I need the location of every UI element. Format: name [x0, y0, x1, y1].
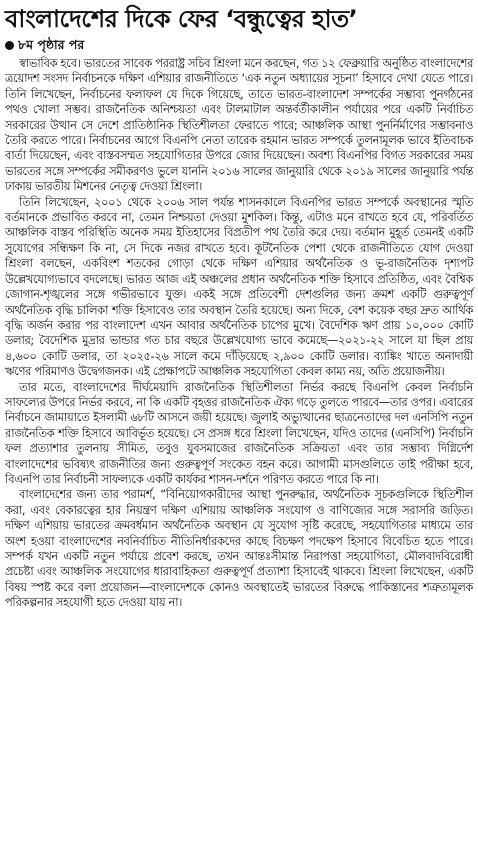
article-paragraph: স্বাভাবিক হবে। ভারতের সাবেক পররাষ্ট্র সচিব শ্রিংলা মনে করছেন, গত ১২ ফেব্রুয়ারি অনুষ্ঠিত বাংলাদেশের ত্রয়োদশ সংসদ নির্বাচনকে দক্ষিণ এশিয়ার রাজনীতিতে ‘এক নতুন অধ্যায়ের সূচনা’ হিসাবে দেখা যেতে পারে। তিনি লিখেছেন, নির্বাচনের ফলাফল যে দিকে গিয়েছে, তাতে ভারত-বাংলাদেশ সম্পর্কের সম্ভাব্য পুনর্গঠনের পথও খোলা সম্ভব। রাজনৈতিক অনিশ্চয়তা এবং টালমাটাল অন্তর্বর্তীকালীন পর্যায়ের পরে একটি নির্বাচিত সরকারের উত্থান সে দেশে প্রাতিষ্ঠানিক স্থিতিশীলতা ফেরাতে পারে; আঞ্চলিক আস্থা পুনর্নির্মাণের সম্ভাবনাও তৈরি করতে পারে। নির্বাচনের আগে বিএনপি নেতা তারেক রহমান ভারত সম্পর্কে তুলনামূলক ভাবে ইতিবাচক বার্তা দিয়েছেন, এবং বাস্তবসম্মত সহযোগিতার উপরে জোর দিয়েছেন। অবশ্য বিএনপির বিগত সরকারের সময় ভারতের সঙ্গে সম্পর্কের সমীকরণও ভুলে যাননি ২০১৬ সালের জানুয়ারি থেকে ২০১৯ সালের জানুয়ারি পর্যন্ত ঢাকায় ভারতীয় মিশনের নেতৃত্ব দেওয়া শ্রিংলা।: [5, 56, 473, 194]
article-paragraph: তার মতে, বাংলাদেশের দীর্ঘমেয়াদি রাজনৈতিক স্থিতিশীলতা নির্ভর করছে বিএনপি কেবল নির্বাচনি সাফল্যের উপরে নির্ভর করবে, না কি একটি বৃহত্তর রাজনৈতিক ঐক্য গড়ে তুলতে পারবে—তার ওপর। এবারের নির্বাচনে জামায়াতে ইসলামী ৬৮টি আসনে জয়ী হয়েছে। জুলাই অভ্যুত্থানের ছাত্রনেতাদের দল এনসিপি নতুন রাজনৈতিক শক্তি হিসাবে আবির্ভূত হয়েছে। সে প্রসঙ্গ ধরে শ্রিংলা লিখেছেন, যদিও তাদের (এনসিপি) নির্বাচনি ফল প্রত্যাশার তুলনায় সীমিত, তবুও যুবসমাজের রাজনৈতিক সক্রিয়তা এবং তার সম্ভাব্য দিগ্নির্দেশ বাংলাদেশের ভবিষ্যৎ রাজনীতির জন্য গুরুত্বপূর্ণ সংকেত বহন করে। আগামী মাসগুলিতে তাই পরীক্ষা হবে, বিএনপি তার নির্বাচনী সাফল্যকে একটি কার্যকর শাসন-দর্শনে পরিণত করতে পারে কি না।: [5, 379, 473, 486]
continued-from-label: ৮ম পৃষ্ঠার পর: [18, 37, 85, 52]
bullet-icon: [5, 41, 14, 50]
article-paragraph: তিনি লিখেছেন, ২০০১ থেকে ২০০৬ সাল পর্যন্ত শাসনকালে বিএনপির ভারত সম্পর্কে অবস্থানের স্মৃতি বর্তমানকে প্রভাবিত করবে না, তেমন নিশ্চয়তা দেওয়া মুশকিল। কিন্তু, এটাও মনে রাখতে হবে যে, পরিবর্তিত আঞ্চলিক বাস্তব পরিস্থিতি অনেক সময় ইতিহাসের বিপ্রতীপ পথ তৈরি করে দেয়। বর্তমান মুহূর্ত তেমনই একটি সুযোগের সন্ধিক্ষণ কি না, সে দিকে নজর রাখতে হবে। কূটনৈতিক পেশা থেকে রাজনীতিতে যোগ দেওয়া শ্রিংলা বলছেন, একবিংশ শতকের গোড়া থেকে দক্ষিণ এশিয়ার অর্থনৈতিক ও ভূ-রাজনৈতিক দৃশ্যপট উল্লেখযোগ্যভাবে বদলেছে। ভারত আজ এই অঞ্চলের প্রধান অর্থনৈতিক শক্তি হিসাবে প্রতিষ্ঠিত, এবং বৈশ্বিক জোগান-শৃঙ্খলের সঙ্গে গভীরভাবে যুক্ত। একই সঙ্গে প্রতিবেশী দেশগুলির জন্য ক্রমশ একটি গুরুত্বপূর্ণ অর্থনৈতিক বৃদ্ধি চালিকা শক্তি হিসাবেও তার অবস্থান তৈরি হয়েছে। অন্য দিকে, বেশ কয়েক বছর দ্রুত আর্থিক বৃদ্ধি অর্জন করার পর বাংলাদেশ এখন আবার অর্থনৈতিক চাপের মুখে। বৈদেশিক ঋণ প্রায় ১০,০০০ কোটি ডলার; বৈদেশিক মুদ্রার ভান্ডার গত চার বছরে উল্লেখযোগ্য ভাবে কমেছে—২০২১-২২ সালে যা ছিল প্রায় ৪,৬০০ কোটি ডলার, তা ২০২৫-২৬ সালে কমে দাঁড়িয়েছে ২,৯০০ কোটি ডলার। ব্যাঙ্কিং খাতে অনাদায়ী ঋণের পরিমাণও উদ্বেগজনক। এই প্রেক্ষাপটে আঞ্চলিক সহযোগিতা কেবল কাম্য নয়, অতি প্রয়োজনীয়।: [5, 194, 473, 379]
continued-from-line: [5, 36, 473, 54]
article-paragraph: বাংলাদেশের জন্য তার পরামর্শ, “বিনিয়োগকারীদের আস্থা পুনরুদ্ধার, অর্থনৈতিক সূচকগুলিকে স্থিতিশীল করা, এবং বেকারত্বের হার নিয়ন্ত্রণ দক্ষিণ এশিয়ায় আঞ্চলিক সংযোগ ও বাণিজ্যের সঙ্গে সরাসরি জড়িত। দক্ষিণ এশিয়ায় ভারতের ক্রমবর্ধমান অর্থনৈতিক অবস্থান যে সুযোগ সৃষ্টি করেছে, সহযোগিতার মাধ্যমে তার অংশ হওয়া বাংলাদেশের নবনির্বাচিত নীতিনির্ধারকদের কাছে বিচক্ষণ পদক্ষেপ হিসাবে বিবেচিত হতে পারে। সম্পর্ক যখন একটি নতুন পর্যায়ে প্রবেশ করছে, তখন আন্তঃসীমান্ত নিরাপত্তা সহযোগিতা, মৌলবাদবিরোধী প্রচেষ্টা এবং আঞ্চলিক সংযোগের ধারাবাহিকতা গুরুত্বপূর্ণ প্রত্যাশা হিসাবেই থাকবে। শ্রিংলা লিখেছেন, একটি বিষয় স্পষ্ট করে বলা প্রয়োজন—বাংলাদেশকে কোনও অবস্থাতেই ভারতের বিরুদ্ধে পাকিস্তানের শত্রুতামূলক পরিকল্পনার সহযোগী হতে দেওয়া যায় না।: [5, 487, 473, 610]
article-headline: বাংলাদেশের দিকে ফের ‘বন্ধুত্বের হাত’: [5, 5, 358, 33]
article-body: [5, 56, 473, 611]
